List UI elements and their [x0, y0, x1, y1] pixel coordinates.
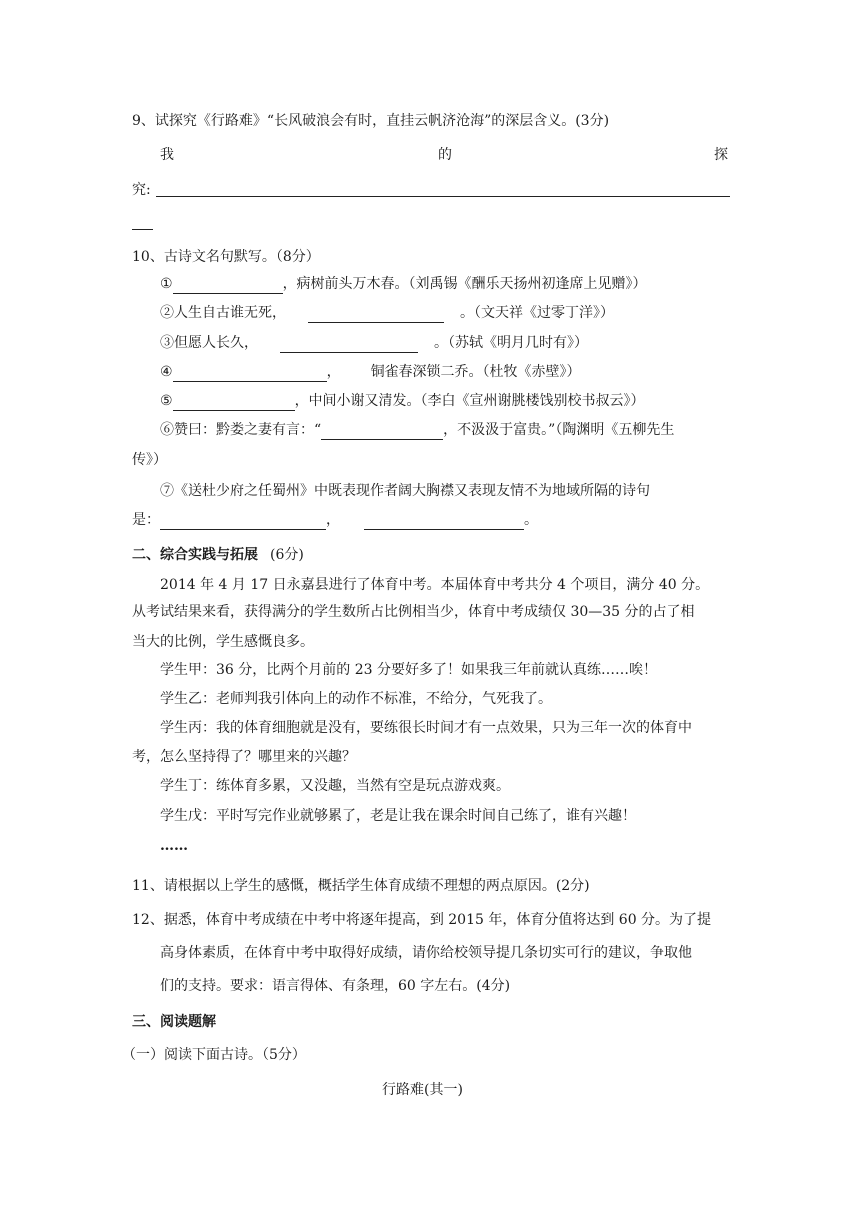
- student-d: 学生丁：练体育多累，又没趣，当然有空是玩点游戏爽。: [160, 778, 510, 794]
- student-b: 学生乙：老师判我引体向上的动作不标准，不给分，气死我了。: [160, 691, 552, 707]
- q12-line-1: 12、据悉，体育中考成绩在中考中将逐年提高，到 2015 年，体育分值将达到 60 分。为了提: [132, 912, 712, 928]
- q10-item-5: [160, 391, 645, 411]
- item-7-mid: ，: [326, 512, 340, 528]
- q10-item-7: ⑦《送杜少府之任蜀州》中既表现作者阔大胸襟又表现友情不为地域所隔的诗句: [160, 483, 650, 499]
- item-2-post: 。（文天祥《过零丁洋》）: [460, 305, 614, 321]
- student-a: 学生甲：36 分，比两个月前的 23 分要好多了！如果我三年前就认真练……唉！: [160, 662, 657, 678]
- item-4-number: ④: [160, 364, 173, 380]
- item-1-text: ，病树前头万木春。（刘禹锡《酬乐天扬州初逢席上见赠》）: [282, 276, 647, 292]
- blank-1[interactable]: [173, 277, 283, 294]
- s2-paragraph-3: 当大的比例，学生感慨良多。: [132, 634, 314, 650]
- q10-title: 10、古诗文名句默写。（8分）: [132, 249, 320, 265]
- item-6-post: ，不汲汲于富贵。”（陶渊明《五柳先生: [443, 422, 675, 438]
- section-2-score: (6分): [270, 547, 304, 563]
- item-3-post: 。（苏轼《明月几时有》）: [434, 335, 588, 351]
- q10-item-7-answer: [132, 510, 538, 530]
- student-c: 学生丙：我的体育细胞就是没有，要练很长时间才有一点效果，只为三年一次的体育中: [160, 720, 692, 736]
- q10-item-3: [160, 333, 588, 353]
- s2-paragraph-2: 从考试结果来看，获得满分的学生数所占比例相当少，体育中考成绩仅 30—35 分的占了相: [132, 604, 695, 620]
- blank-4[interactable]: [173, 365, 327, 382]
- q10-item-4: [160, 362, 581, 382]
- item-7-pre: 是：: [132, 512, 160, 528]
- q9-question: 9、试探究《行路难》“长风破浪会有时，直挂云帆济沧海”的深层含义。(3分): [132, 113, 610, 129]
- blank-7b[interactable]: [364, 513, 524, 530]
- item-3-pre: ③但愿人长久，: [160, 335, 258, 351]
- poem-title: 行路难(其一): [382, 1082, 463, 1098]
- section-2-title: 二、综合实践与拓展: [132, 547, 258, 563]
- item-5-post: ，中间小谢又清发。（李白《宣州谢朓楼饯别校书叔云》）: [294, 393, 645, 409]
- q10-item-6-cont: 传》）: [132, 452, 167, 468]
- item-6-pre: ⑥赞曰：黔娄之妻有言：“: [160, 422, 322, 438]
- q10-item-2: [160, 303, 614, 323]
- q12-line-3: 们的支持。要求：语言得体、有条理，60 字左右。(4分): [160, 978, 511, 994]
- section-2-heading: [132, 545, 304, 565]
- q9-answer-line[interactable]: [156, 196, 730, 197]
- q9-answer-word-2: 的: [438, 147, 452, 163]
- q9-answer-line-2[interactable]: [132, 229, 153, 230]
- item-5-number: ⑤: [160, 393, 173, 409]
- item-2-pre: ②人生自古谁无死，: [160, 305, 286, 321]
- ellipsis: ……: [160, 838, 188, 854]
- blank-5[interactable]: [173, 394, 295, 411]
- item-4-mid: ，: [326, 364, 341, 380]
- item-7-end: 。: [524, 512, 538, 528]
- item-4-post: 铜雀春深锁二乔。（杜牧《赤壁》）: [370, 364, 581, 380]
- blank-6[interactable]: [321, 423, 443, 440]
- q10-item-1: [160, 274, 647, 294]
- q9-answer-word-3: 探: [714, 147, 728, 163]
- student-c-cont: 考，怎么坚持得了？哪里来的兴趣？: [132, 749, 356, 765]
- student-e: 学生戊：平时写完作业就够累了，老是让我在课余时间自己练了，谁有兴趣！: [160, 808, 636, 824]
- s2-paragraph-1: 2014 年 4 月 17 日永嘉县进行了体育中考。本届体育中考共分 4 个项目，满分 40 分。: [160, 577, 710, 593]
- q9-answer-word-4: 究:: [132, 182, 151, 198]
- section-3-heading: 三、阅读题解: [132, 1014, 216, 1030]
- section-3-sub: （一）阅读下面古诗。（5分）: [122, 1047, 306, 1063]
- blank-2[interactable]: [308, 306, 444, 323]
- blank-7a[interactable]: [160, 513, 326, 530]
- item-1-number: ①: [160, 276, 173, 292]
- q12-line-2: 高身体素质，在体育中考中取得好成绩，请你给校领导提几条切实可行的建议，争取他: [160, 945, 692, 961]
- q11: 11、请根据以上学生的感慨，概括学生体育成绩不理想的两点原因。(2分): [132, 878, 590, 894]
- q10-item-6: [160, 420, 674, 440]
- blank-3[interactable]: [280, 336, 418, 353]
- q9-answer-word-1: 我: [160, 147, 174, 163]
